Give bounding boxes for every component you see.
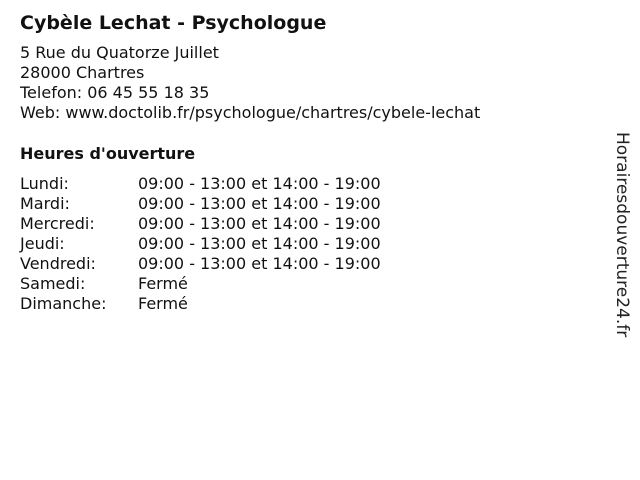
hours-row-mardi	[20, 194, 381, 214]
day-hours: 09:00 - 13:00 et 14:00 - 19:00	[138, 174, 381, 193]
address-block	[20, 43, 480, 123]
page-title: Cybèle Lechat - Psychologue	[20, 12, 327, 34]
day-hours: 09:00 - 13:00 et 14:00 - 19:00	[138, 214, 381, 233]
day-hours: 09:00 - 13:00 et 14:00 - 19:00	[138, 194, 381, 213]
day-label: Mercredi:	[20, 214, 95, 233]
day-label: Vendredi:	[20, 254, 96, 273]
day-hours: Fermé	[138, 274, 188, 293]
day-hours: 09:00 - 13:00 et 14:00 - 19:00	[138, 234, 381, 253]
day-hours: Fermé	[138, 294, 188, 313]
street-address: 5 Rue du Quatorze Juillet	[20, 43, 219, 62]
day-label: Samedi:	[20, 274, 86, 293]
opening-hours-heading: Heures d'ouverture	[20, 144, 196, 163]
phone-line: Telefon: 06 45 55 18 35	[20, 83, 210, 102]
day-label: Jeudi:	[20, 234, 65, 253]
day-hours: 09:00 - 13:00 et 14:00 - 19:00	[138, 254, 381, 273]
hours-row-lundi	[20, 174, 381, 194]
day-label: Mardi:	[20, 194, 70, 213]
hours-row-mercredi	[20, 214, 381, 234]
site-watermark: Horairesdouverture24.fr	[612, 132, 632, 338]
city-line: 28000 Chartres	[20, 63, 145, 82]
day-label: Lundi:	[20, 174, 69, 193]
hours-row-jeudi	[20, 234, 381, 254]
hours-row-samedi	[20, 274, 381, 294]
web-line: Web: www.doctolib.fr/psychologue/chartres/cybele-lechat	[20, 103, 481, 122]
day-label: Dimanche:	[20, 294, 107, 313]
hours-row-vendredi	[20, 254, 381, 274]
opening-hours-table	[20, 174, 381, 314]
hours-row-dimanche	[20, 294, 381, 314]
